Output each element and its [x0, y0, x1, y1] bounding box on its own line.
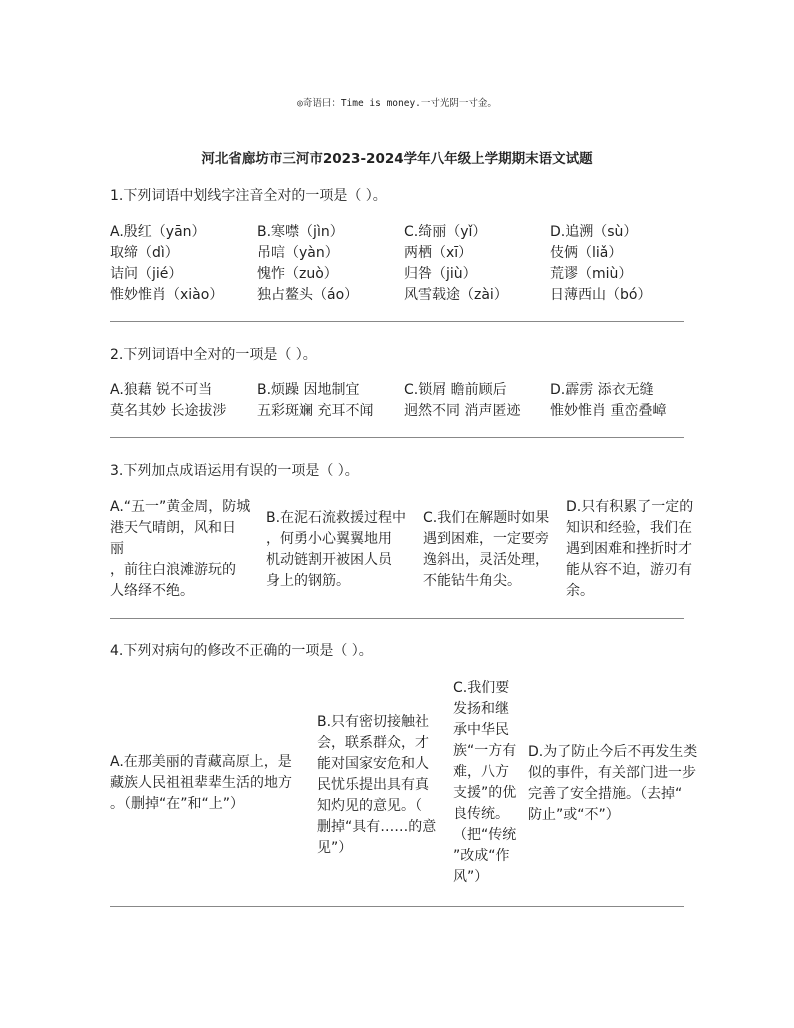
- question-3-option-b: B.在泥石流救援过程中 ，何勇小心翼翼地用 机动链割开被困人员 身上的钢筋。: [266, 510, 407, 589]
- question-2-option-b: B.烦躁 因地制宜 五彩斑斓 充耳不闻: [257, 382, 374, 419]
- question-2-option-a: A.狼藉 锐不可当 莫名其妙 长途拔涉: [110, 382, 227, 419]
- question-4-option-a: A.在那美丽的青藏高原上，是 藏族人民祖祖辈辈生活的地方 。（删掉“在”和“上”）: [110, 754, 292, 812]
- question-4-option-b: B.只有密切接触社 会，联系群众，才 能对国家安危和人 民忧乐提出具有真 知灼见的意见。（ 删掉“具有……的意 见”）: [317, 714, 437, 856]
- question-3-option-a: A.“五一”黄金周，防城 港天气晴朗，风和日 丽 ，前往白浪滩游玩的 人络绎不绝。: [110, 499, 251, 599]
- question-1-option-a: A.殷红（yān） 取缔（dì） 诘问（jié） 惟妙惟肖（xiào）: [110, 224, 224, 303]
- question-2-option-d: D.霹雳 添衣无缝 惟妙惟肖 重峦叠嶂: [550, 382, 667, 419]
- question-4-stem: 4.下列对病句的修改不正确的一项是（ ）。: [110, 643, 373, 659]
- question-1-option-d: D.追溯（sù） 伎俩（liǎ） 荒谬（miù） 日薄西山（bó）: [550, 224, 652, 303]
- question-2-stem: 2.下列词语中全对的一项是（ ）。: [110, 347, 317, 363]
- question-3-option-c: C.我们在解题时如果 遇到困难，一定要旁 逸斜出，灵活处理， 不能钻牛角尖。: [423, 510, 550, 589]
- question-1-stem: 1.下列词语中划线字注音全对的一项是（ ）。: [110, 188, 387, 204]
- question-1-option-c: C.绮丽（yǐ） 两栖（xī） 归咎（jiù） 风雪载途（zài）: [404, 224, 508, 303]
- divider: [110, 437, 684, 438]
- divider: [110, 618, 684, 619]
- question-2-option-c: C.锁屑 瞻前顾后 迥然不同 消声匿迹: [404, 382, 521, 419]
- question-4-option-d: D.为了防止今后不再发生类 似的事件，有关部门进一步 完善了安全措施。（去掉“ 防止”或“不”）: [528, 744, 698, 823]
- question-3-option-d: D.只有积累了一定的 知识和经验，我们在 遇到困难和挫折时才 能从容不迫，游刃有 余。: [566, 499, 694, 599]
- question-1-option-b: B.寒噤（jìn） 吊唁（yàn） 愧怍（zuò） 独占鳌头（áo）: [257, 224, 359, 303]
- page-title: 河北省廊坊市三河市2023-2024学年八年级上学期期末语文试题: [201, 151, 593, 167]
- question-3-stem: 3.下列加点成语运用有误的一项是（ ）。: [110, 463, 359, 479]
- question-4-option-c: C.我们要 发扬和继 承中华民 族“一方有 难，八方 支援”的优 良传统。 （把“传统 ”改成“作 风”）: [453, 680, 517, 885]
- divider: [110, 906, 684, 907]
- divider: [110, 321, 684, 322]
- motto: ◎奇语曰：Time is money.一寸光阴一寸金。: [297, 98, 497, 109]
